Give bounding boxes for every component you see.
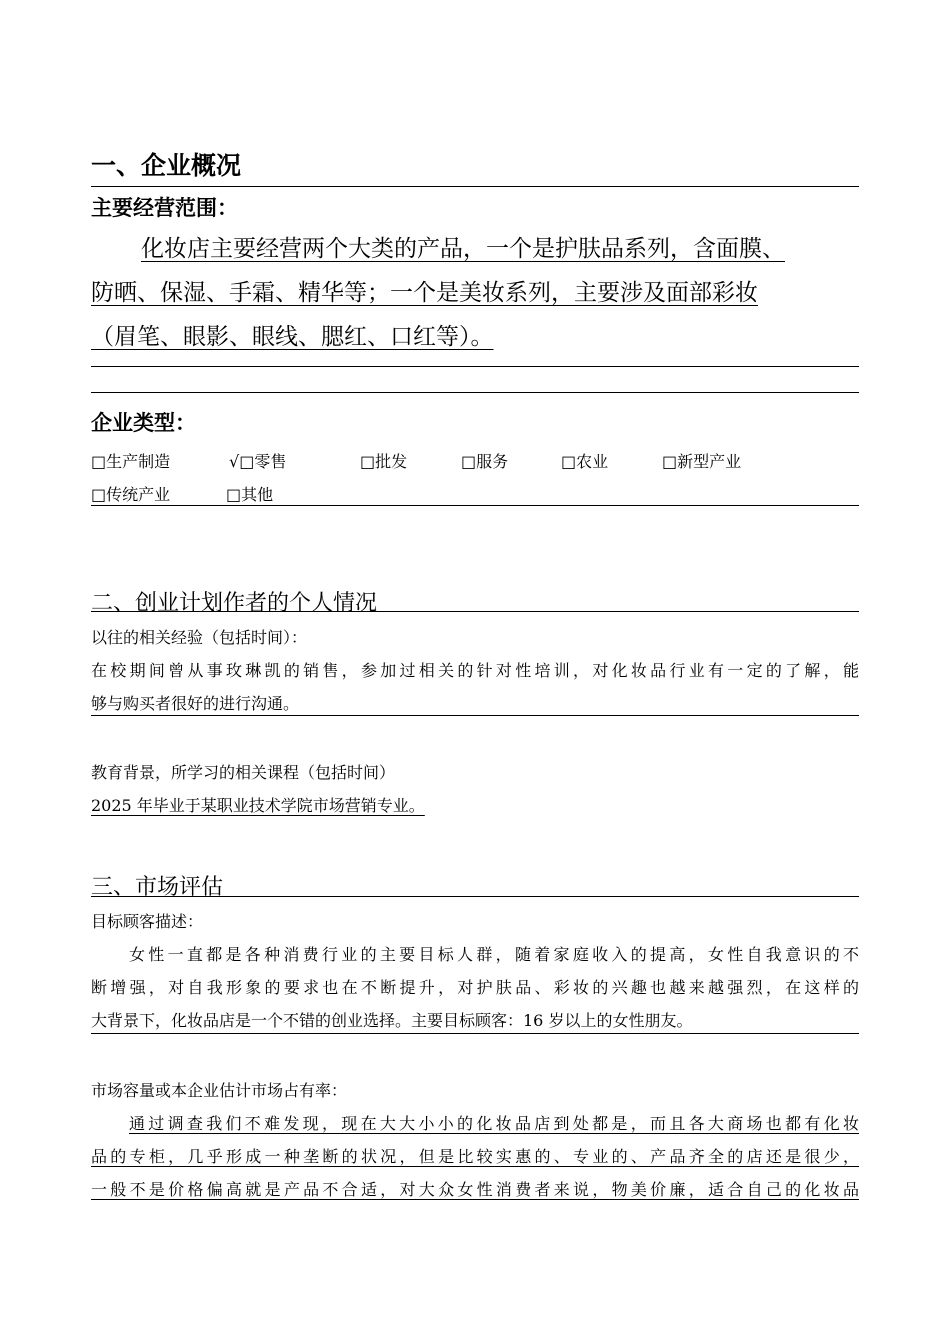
section2-title: 二、创业计划作者的个人情况 — [91, 591, 378, 616]
type-option-manufacturing[interactable]: □生产制造 — [91, 452, 171, 471]
scope-label: 主要经营范围： — [91, 196, 238, 220]
scope-line-1: 化妆店主要经营两个大类的产品，一个是护肤品系列，含面膜、 — [141, 236, 785, 262]
type-label: 企业类型： — [91, 411, 196, 435]
scope-line-3: （眉笔、眼影、眼线、腮红、口红等）。 — [91, 324, 494, 350]
market-line-1: 通过调查我们不难发现，现在大大小小的化妆品店到处都是，而且各大商场也都有化妆 — [129, 1114, 859, 1133]
type-option-retail[interactable]: √□零售 — [229, 452, 287, 471]
experience-line-1: 在校期间曾从事玫琳凯的销售，参加过相关的针对性培训，对化妆品行业有一定的了解，能 — [91, 661, 859, 680]
divider — [91, 1033, 859, 1034]
market-label: 市场容量或本企业估计市场占有率： — [91, 1081, 348, 1100]
divider — [91, 896, 859, 897]
divider — [91, 505, 859, 506]
divider — [91, 366, 859, 367]
customer-line-3: 大背景下，化妆品店是一个不错的创业选择。主要目标顾客：16 岁以上的女性朋友。 — [91, 1011, 693, 1030]
market-line-2: 品的专柜，几乎形成一种垄断的状况，但是比较实惠的、专业的、产品齐全的店还是很少， — [91, 1147, 859, 1166]
type-option-agriculture[interactable]: □农业 — [561, 452, 609, 471]
section3-title: 三、市场评估 — [91, 875, 224, 900]
type-option-new-industry[interactable]: □新型产业 — [662, 452, 742, 471]
type-option-service[interactable]: □服务 — [461, 452, 509, 471]
section1-title: 一、企业概况 — [91, 151, 242, 180]
divider — [91, 392, 859, 393]
type-option-traditional-industry[interactable]: □传统产业 — [91, 485, 171, 504]
divider — [91, 611, 859, 612]
market-line-3: 一般不是价格偏高就是产品不合适，对大众女性消费者来说，物美价廉，适合自己的化妆品 — [91, 1180, 859, 1199]
experience-label: 以往的相关经验（包括时间）： — [91, 628, 308, 647]
customer-line-1: 女性一直都是各种消费行业的主要目标人群，随着家庭收入的提高，女性自我意识的不 — [129, 945, 859, 964]
customer-line-2: 断增强，对自我形象的要求也在不断提升，对护肤品、彩妆的兴趣也越来越强烈，在这样的 — [91, 978, 859, 997]
type-option-other[interactable]: □其他 — [226, 485, 274, 504]
type-option-wholesale[interactable]: □批发 — [360, 452, 408, 471]
experience-line-2: 够与购买者很好的进行沟通。 — [91, 694, 300, 713]
divider — [91, 715, 859, 716]
education-text: 2025 年毕业于某职业技术学院市场营销专业。 — [91, 796, 425, 815]
customer-label: 目标顾客描述： — [91, 912, 204, 931]
divider — [91, 186, 859, 187]
education-label: 教育背景，所学习的相关课程（包括时间） — [91, 763, 396, 782]
scope-line-2: 防晒、保湿、手霜、精华等；一个是美妆系列，主要涉及面部彩妆 — [91, 280, 758, 306]
divider — [91, 1199, 859, 1200]
